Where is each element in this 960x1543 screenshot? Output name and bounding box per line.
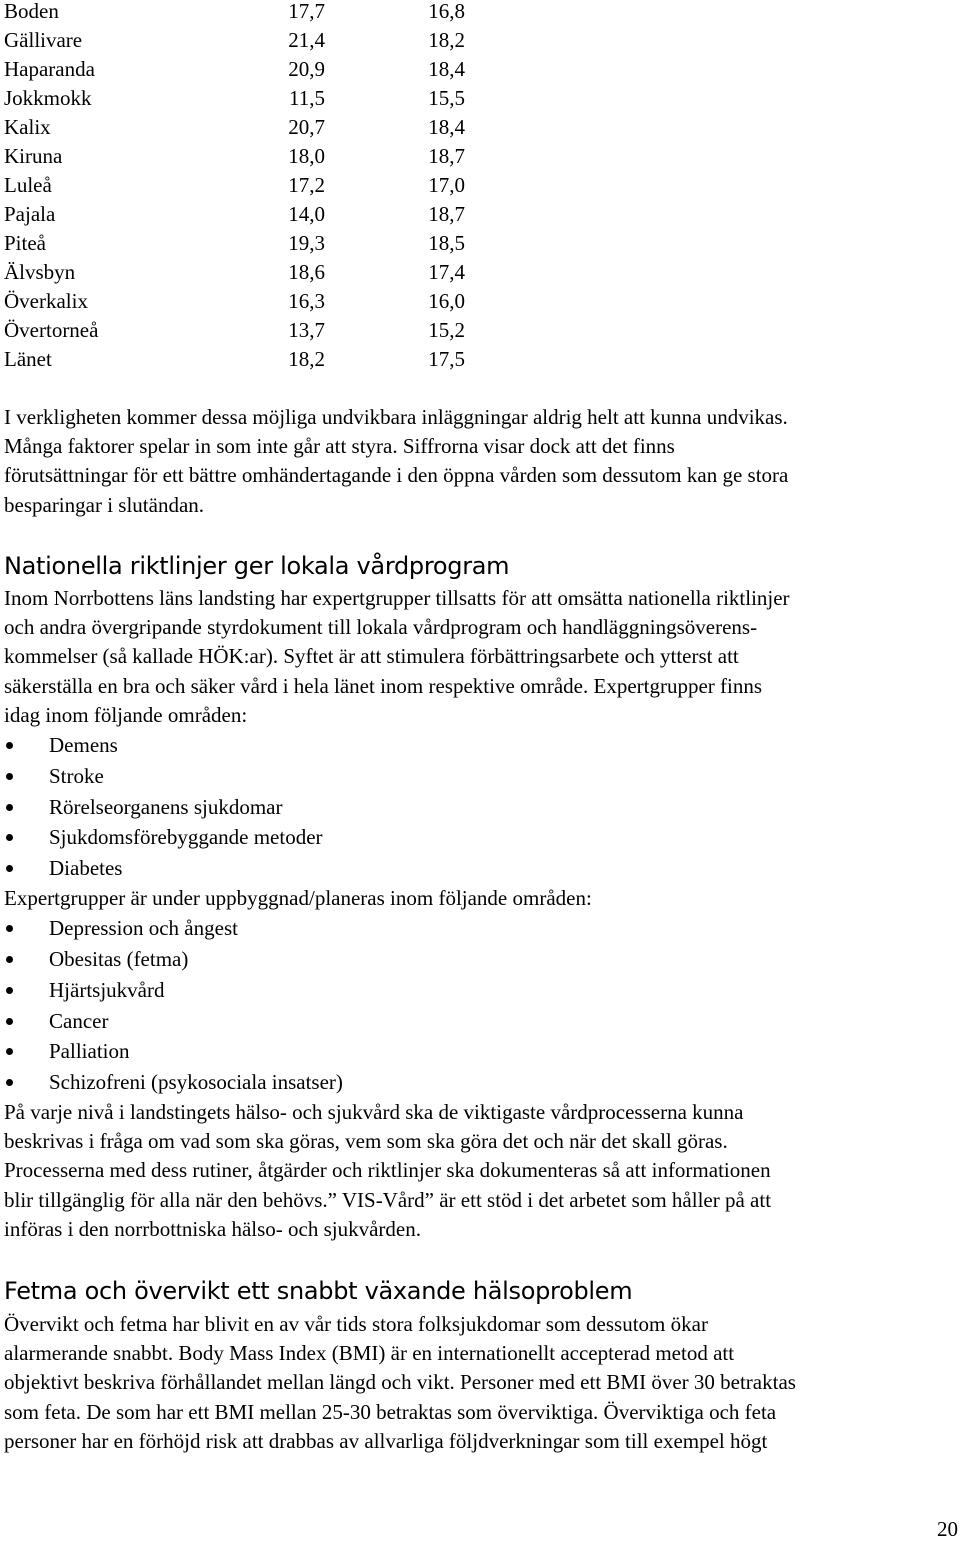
- list-item-label: Demens: [49, 733, 118, 758]
- list-item-label: Sjukdomsförebyggande metoder: [49, 825, 323, 850]
- column-gap: [325, 232, 419, 261]
- table-row: [4, 29, 465, 58]
- section-intro: [4, 584, 956, 730]
- municipality-name: Övertorneå: [4, 318, 99, 342]
- table-row: [4, 87, 465, 116]
- text-line: Övervikt och fetma har blivit en av vår tids stora folksjukdomar som dessutom ökar: [4, 1312, 708, 1336]
- list-item-label: Obesitas (fetma): [49, 947, 189, 971]
- value-column-2: 16,0: [428, 289, 465, 313]
- paragraph-intro: [4, 403, 956, 520]
- column-gap: [325, 145, 419, 174]
- list-item-label: Rörelseorganens sjukdomar: [49, 794, 283, 819]
- text-line: blir tillgänglig för alla när den behövs.” VIS-Vård” är ett stöd i det arbetet som håller på att: [4, 1187, 772, 1212]
- table-row: [4, 348, 465, 377]
- list-item: [4, 853, 956, 884]
- table-row: [4, 232, 465, 261]
- section-outro: [4, 1098, 956, 1244]
- list-item: [4, 761, 956, 792]
- municipality-name: Haparanda: [4, 57, 95, 81]
- text-line: objektivt beskriva förhållandet mellan längd och vikt. Personer med ett BMI över 30 betraktas: [4, 1370, 796, 1395]
- value-column-1: 20,7: [288, 115, 325, 139]
- value-column-2: 17,4: [428, 260, 465, 284]
- column-gap: [325, 58, 419, 87]
- column-gap: [325, 290, 419, 319]
- bullet-icon: [6, 925, 13, 932]
- list-item-label: Stroke: [49, 763, 104, 788]
- column-gap: [325, 116, 419, 145]
- list-item: [4, 730, 956, 761]
- text-line: Många faktorer spelar in som inte går att styra. Siffrorna visar dock att det finns: [4, 434, 675, 459]
- municipality-name: Länet: [4, 347, 52, 371]
- municipality-name: Luleå: [4, 173, 52, 197]
- municipality-name: Kalix: [4, 115, 51, 139]
- column-gap: [325, 174, 419, 203]
- value-column-2: 18,5: [428, 231, 465, 255]
- text-line: förutsättningar för ett bättre omhändertagande i den öppna vården som dessutom kan ge stora: [4, 463, 789, 488]
- bullet-icon: [6, 1048, 13, 1055]
- value-column-1: 18,2: [288, 347, 325, 371]
- list-item: [4, 975, 956, 1006]
- text-line: säkerställa en bra och säker vård i hela länet inom respektive område. Expertgrupper finns: [4, 673, 763, 698]
- municipality-name: Gällivare: [4, 28, 83, 52]
- bullet-list-existing-groups: [4, 730, 956, 884]
- value-column-2: 18,4: [428, 115, 465, 139]
- value-column-1: 11,5: [289, 86, 325, 110]
- value-column-2: 17,0: [428, 173, 465, 197]
- list-item: [4, 1006, 956, 1037]
- value-column-1: 16,3: [288, 289, 325, 313]
- text-line: personer har en förhöjd risk att drabbas av allvarliga följdverkningar som till exempel högt: [4, 1428, 768, 1453]
- section-heading: Fetma och övervikt ett snabbt växande hälsoproblem: [4, 1277, 633, 1305]
- list-item-label: Cancer: [49, 1008, 109, 1033]
- list-item: [4, 822, 956, 853]
- document-page: [4, 0, 956, 1453]
- text-line: Processerna med dess rutiner, åtgärder och riktlinjer ska dokumenteras så att informationen: [4, 1158, 771, 1183]
- column-gap: [325, 319, 419, 348]
- list-item: [4, 1036, 956, 1067]
- text-line: idag inom följande områden:: [4, 702, 248, 727]
- value-column-1: 18,0: [288, 144, 325, 168]
- value-column-1: 14,0: [288, 202, 325, 226]
- bullet-list-planned-groups: [4, 913, 956, 1098]
- text-line: Inom Norrbottens läns landsting har expertgrupper tillsatts för att omsätta nationella riktlinjer: [4, 586, 790, 610]
- column-gap: [325, 87, 419, 116]
- bullet-icon: [6, 865, 13, 872]
- value-column-1: 18,6: [288, 260, 325, 284]
- value-column-1: 17,7: [288, 0, 325, 23]
- section-obesity: [4, 1276, 956, 1456]
- text-line: alarmerande snabbt. Body Mass Index (BMI) är en internationellt accepterad metod att: [4, 1341, 735, 1366]
- bullet-icon: [6, 956, 13, 963]
- list-item-label: Hjärtsjukvård: [49, 977, 165, 1002]
- bullet-icon: [6, 804, 13, 811]
- table-row: [4, 116, 465, 145]
- bullet-icon: [6, 1018, 13, 1025]
- value-column-1: 17,2: [288, 173, 325, 197]
- table-row: [4, 261, 465, 290]
- table-body: [4, 0, 465, 377]
- text-line: Expertgrupper är under uppbyggnad/planeras inom följande områden:: [4, 886, 592, 910]
- text-line: På varje nivå i landstingets hälso- och sjukvård ska de viktigaste vårdprocesserna kunna: [4, 1099, 744, 1124]
- column-gap: [325, 0, 419, 29]
- bullet-icon: [6, 742, 13, 749]
- bullet-icon: [6, 1079, 13, 1086]
- municipality-table: [4, 0, 465, 377]
- column-gap: [325, 261, 419, 290]
- value-column-2: 18,7: [428, 202, 465, 226]
- list-item-label: Depression och ångest: [49, 916, 238, 941]
- list-item: [4, 1067, 956, 1098]
- text-line: införas i den norrbottniska hälso- och sjukvården.: [4, 1216, 421, 1241]
- municipality-name: Boden: [4, 0, 59, 23]
- text-line: kommelser (så kallade HÖK:ar). Syftet är att stimulera förbättringsarbete och ytterst att: [4, 644, 739, 669]
- bullet-icon: [6, 834, 13, 841]
- text-line: beskrivas i fråga om vad som ska göras, vem som ska göra det och när det skall göras.: [4, 1129, 728, 1154]
- value-column-2: 18,4: [428, 57, 465, 81]
- column-gap: [325, 348, 419, 377]
- value-column-1: 20,9: [288, 57, 325, 81]
- table-row: [4, 145, 465, 174]
- table-row: [4, 0, 465, 29]
- bullet-icon: [6, 773, 13, 780]
- list-item-label: Schizofreni (psykosociala insatser): [49, 1070, 343, 1095]
- table-row: [4, 319, 465, 348]
- list-item: [4, 944, 956, 975]
- municipality-name: Pajala: [4, 202, 56, 226]
- value-column-1: 19,3: [288, 231, 325, 255]
- section-heading: Nationella riktlinjer ger lokala vårdprogram: [4, 552, 510, 580]
- value-column-2: 18,7: [428, 144, 465, 168]
- table-row: [4, 203, 465, 232]
- table-row: [4, 290, 465, 319]
- value-column-2: 15,5: [428, 86, 465, 110]
- value-column-2: 15,2: [428, 318, 465, 342]
- value-column-2: 16,8: [428, 0, 465, 23]
- municipality-name: Älvsbyn: [4, 260, 76, 284]
- municipality-name: Kiruna: [4, 144, 63, 168]
- list-item: [4, 792, 956, 823]
- column-gap: [325, 203, 419, 232]
- text-line: som feta. De som har ett BMI mellan 25-30 betraktas som överviktiga. Överviktiga och feta: [4, 1399, 777, 1424]
- section-national-guidelines: [4, 551, 956, 1244]
- list-item-label: Palliation: [49, 1039, 130, 1064]
- value-column-2: 18,2: [428, 28, 465, 52]
- value-column-1: 21,4: [288, 28, 325, 52]
- municipality-name: Överkalix: [4, 289, 88, 313]
- table-row: [4, 58, 465, 87]
- municipality-name: Piteå: [4, 231, 46, 255]
- text-line: och andra övergripande styrdokument till lokala vårdprogram och handläggningsöverens-: [4, 615, 758, 640]
- column-gap: [325, 29, 419, 58]
- bullet-icon: [6, 987, 13, 994]
- list-item: [4, 913, 956, 944]
- value-column-2: 17,5: [428, 347, 465, 371]
- section-body: [4, 1310, 956, 1456]
- text-line: I verkligheten kommer dessa möjliga undvikbara inläggningar aldrig helt att kunna undvikas.: [4, 405, 788, 429]
- text-line: besparingar i slutändan.: [4, 492, 205, 517]
- page-number: 20: [937, 1517, 958, 1541]
- list-item-label: Diabetes: [49, 856, 123, 881]
- table-row: [4, 174, 465, 203]
- municipality-name: Jokkmokk: [4, 86, 92, 110]
- value-column-1: 13,7: [288, 318, 325, 342]
